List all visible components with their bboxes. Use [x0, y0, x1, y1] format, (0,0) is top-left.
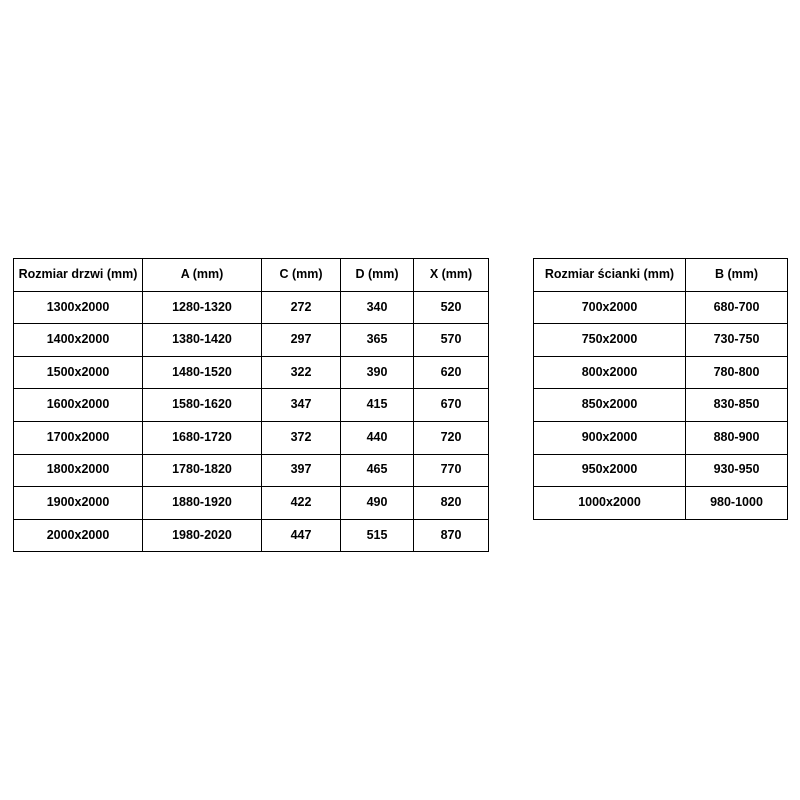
cell-x: 570 — [414, 324, 489, 357]
cell-c: 297 — [262, 324, 341, 357]
column-header-c: C (mm) — [262, 259, 341, 292]
cell-door-size: 1400x2000 — [14, 324, 143, 357]
cell-d: 390 — [341, 356, 414, 389]
table-row — [534, 356, 788, 389]
column-header-wall-size: Rozmiar ścianki (mm) — [534, 259, 686, 292]
table-row — [14, 454, 489, 487]
cell-wall-size: 700x2000 — [534, 291, 686, 324]
table-row — [534, 324, 788, 357]
cell-a: 1480-1520 — [143, 356, 262, 389]
table-row — [14, 421, 489, 454]
table-row — [14, 389, 489, 422]
cell-x: 720 — [414, 421, 489, 454]
cell-d: 515 — [341, 519, 414, 552]
cell-a: 1880-1920 — [143, 487, 262, 520]
cell-d: 440 — [341, 421, 414, 454]
column-header-b: B (mm) — [686, 259, 788, 292]
cell-x: 870 — [414, 519, 489, 552]
cell-d: 490 — [341, 487, 414, 520]
table-row — [14, 291, 489, 324]
table-row — [534, 291, 788, 324]
cell-a: 1980-2020 — [143, 519, 262, 552]
cell-door-size: 1700x2000 — [14, 421, 143, 454]
table-row — [534, 487, 788, 520]
cell-x: 520 — [414, 291, 489, 324]
cell-wall-size: 850x2000 — [534, 389, 686, 422]
cell-b: 880-900 — [686, 421, 788, 454]
cell-x: 770 — [414, 454, 489, 487]
cell-d: 340 — [341, 291, 414, 324]
cell-d: 415 — [341, 389, 414, 422]
cell-wall-size: 750x2000 — [534, 324, 686, 357]
cell-c: 372 — [262, 421, 341, 454]
cell-door-size: 1900x2000 — [14, 487, 143, 520]
cell-wall-size: 800x2000 — [534, 356, 686, 389]
cell-door-size: 1800x2000 — [14, 454, 143, 487]
doors-dimensions-table — [13, 258, 489, 552]
cell-wall-size: 950x2000 — [534, 454, 686, 487]
cell-a: 1680-1720 — [143, 421, 262, 454]
table-row — [14, 356, 489, 389]
cell-b: 780-800 — [686, 356, 788, 389]
cell-wall-size: 1000x2000 — [534, 487, 686, 520]
cell-c: 272 — [262, 291, 341, 324]
cell-c: 322 — [262, 356, 341, 389]
walls-dimensions-table-container — [533, 258, 788, 520]
cell-x: 820 — [414, 487, 489, 520]
cell-door-size: 1600x2000 — [14, 389, 143, 422]
table-row — [14, 519, 489, 552]
table-row — [14, 324, 489, 357]
column-header-d: D (mm) — [341, 259, 414, 292]
cell-a: 1580-1620 — [143, 389, 262, 422]
cell-b: 830-850 — [686, 389, 788, 422]
cell-b: 680-700 — [686, 291, 788, 324]
cell-a: 1280-1320 — [143, 291, 262, 324]
cell-wall-size: 900x2000 — [534, 421, 686, 454]
cell-d: 465 — [341, 454, 414, 487]
cell-c: 422 — [262, 487, 341, 520]
table-header-row — [14, 259, 489, 292]
cell-b: 930-950 — [686, 454, 788, 487]
doors-dimensions-table-container — [13, 258, 489, 552]
cell-door-size: 2000x2000 — [14, 519, 143, 552]
table-row — [534, 421, 788, 454]
cell-x: 620 — [414, 356, 489, 389]
table-header-row — [534, 259, 788, 292]
walls-dimensions-table — [533, 258, 788, 520]
cell-c: 447 — [262, 519, 341, 552]
cell-door-size: 1300x2000 — [14, 291, 143, 324]
table-row — [534, 389, 788, 422]
cell-b: 730-750 — [686, 324, 788, 357]
cell-c: 397 — [262, 454, 341, 487]
cell-c: 347 — [262, 389, 341, 422]
cell-x: 670 — [414, 389, 489, 422]
column-header-door-size: Rozmiar drzwi (mm) — [14, 259, 143, 292]
cell-a: 1780-1820 — [143, 454, 262, 487]
cell-d: 365 — [341, 324, 414, 357]
cell-b: 980-1000 — [686, 487, 788, 520]
cell-door-size: 1500x2000 — [14, 356, 143, 389]
table-row — [534, 454, 788, 487]
table-row — [14, 487, 489, 520]
column-header-a: A (mm) — [143, 259, 262, 292]
column-header-x: X (mm) — [414, 259, 489, 292]
cell-a: 1380-1420 — [143, 324, 262, 357]
